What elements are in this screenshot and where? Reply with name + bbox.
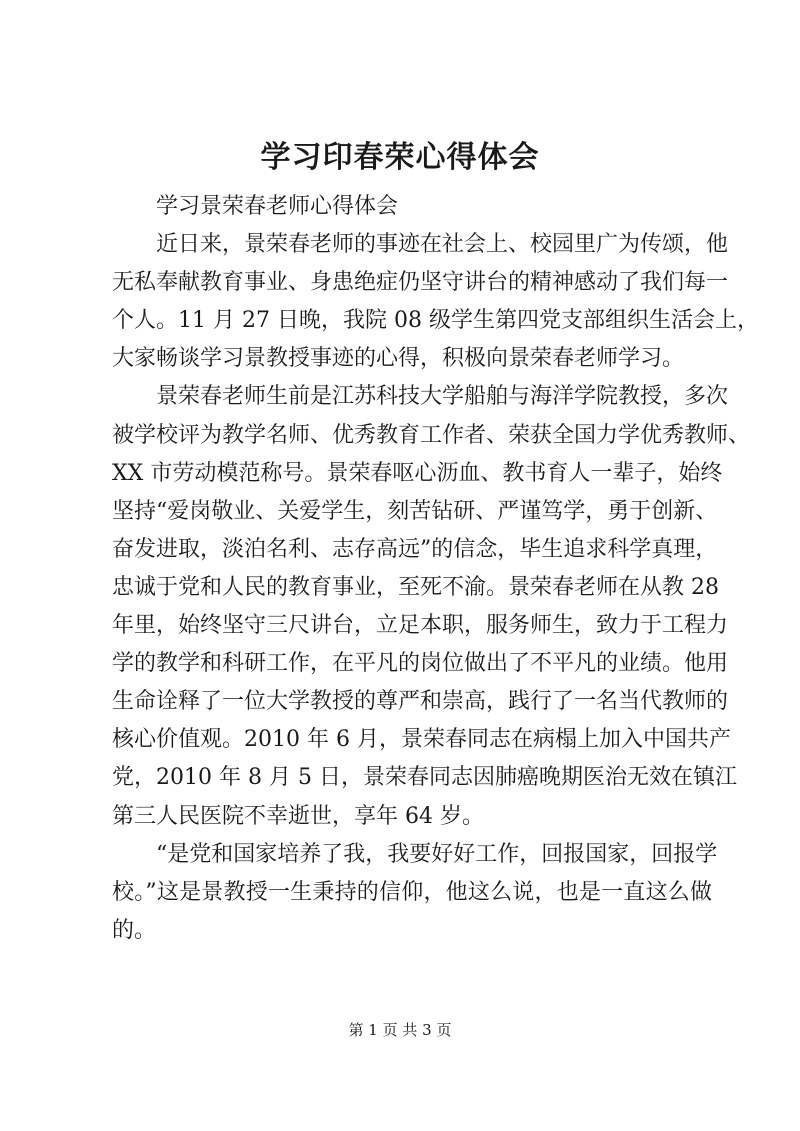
- document-body: [112, 188, 759, 950]
- paragraph-line: 学的教学和科研工作，在平凡的岗位做出了不平凡的业绩。他用: [112, 651, 729, 677]
- paragraph-line: 生命诠释了一位大学教授的尊严和崇高，践行了一名当代教师的: [112, 689, 729, 715]
- paragraph-line: 无私奉献教育事业、身患绝症仍坚守讲台的精神感动了我们每一: [112, 270, 729, 296]
- paragraph-line: 景荣春老师生前是江苏科技大学船舶与海洋学院教授，多次: [156, 384, 729, 410]
- paragraph-line: 大家畅谈学习景教授事迹的心得，积极向景荣春老师学习。: [112, 346, 685, 372]
- document-subtitle: 学习景荣春老师心得体会: [156, 194, 399, 219]
- paragraph-line: 第三人民医院不幸逝世，享年 64 岁。: [112, 803, 484, 829]
- paragraph-line: XX 市劳动模范称号。景荣春呕心沥血、教书育人一辈子，始终: [112, 460, 723, 486]
- paragraph-line: “是党和国家培养了我，我要好好工作，回报国家，回报学: [156, 841, 718, 867]
- paragraph-line: 党，2010 年 8 月 5 日，景荣春同志因肺癌晚期医治无效在镇江: [112, 765, 737, 791]
- paragraph-line: 核心价值观。2010 年 6 月，景荣春同志在病榻上加入中国共产: [112, 727, 731, 753]
- paragraph-line: 年里，始终坚守三尺讲台，立足本职，服务师生，致力于工程力: [112, 613, 729, 639]
- paragraph-line: 近日来，景荣春老师的事迹在社会上、校园里广为传颂，他: [156, 232, 729, 258]
- document-title: 学习印春荣心得体会: [260, 140, 540, 175]
- paragraph-line: 个人。11 月 27 日晚，我院 08 级学生第四党支部组织生活会上，: [112, 308, 759, 334]
- paragraph-line: 的。: [112, 917, 157, 943]
- paragraph-line: 忠诚于党和人民的教育事业，至死不渝。景荣春老师在从教 28: [112, 574, 719, 600]
- paragraph-line: 校。”这是景教授一生秉持的信仰，他这么说，也是一直这么做: [112, 879, 712, 905]
- paragraph-line: 被学校评为教学名师、优秀教育工作者、荣获全国力学优秀教师、: [112, 422, 751, 448]
- paragraph-line: 奋发进取，淡泊名利、志存高远”的信念，毕生追求科学真理，: [112, 536, 718, 562]
- paragraph-line: 坚持“爱岗敬业、关爱学生，刻苦钻研、严谨笃学，勇于创新、: [112, 498, 718, 524]
- page-number-footer: 第 1 页 共 3 页: [348, 1021, 452, 1039]
